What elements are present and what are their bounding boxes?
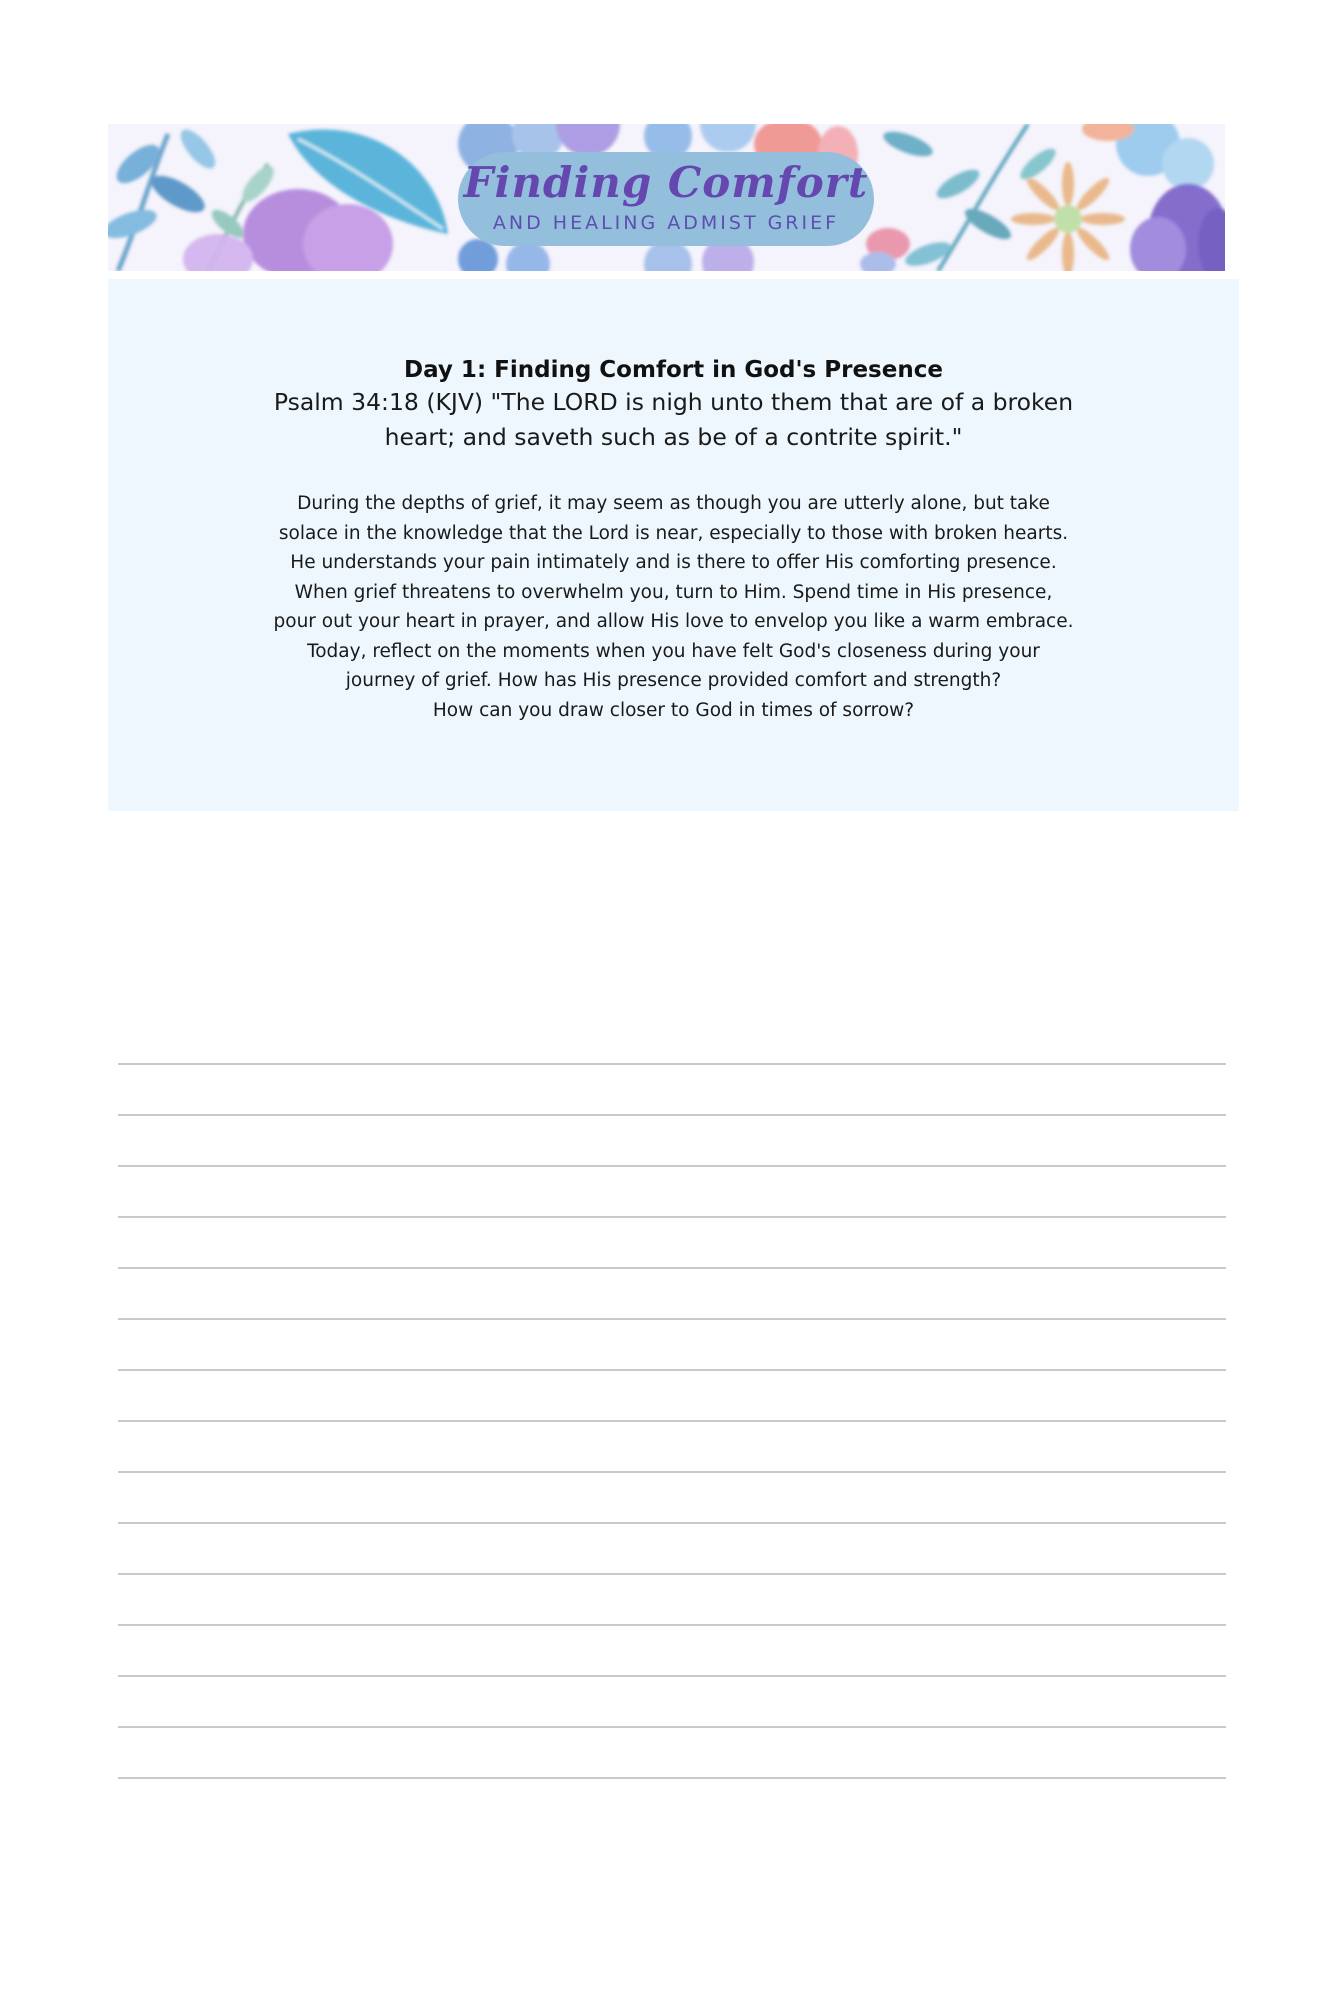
banner-title: Finding Comfort (463, 158, 869, 207)
writing-line[interactable] (118, 1165, 1226, 1216)
body-line: How can you draw closer to God in times of sorrow? (432, 699, 915, 721)
scripture-verse (228, 385, 1119, 455)
writing-line[interactable] (118, 1420, 1226, 1471)
devotional-body (188, 489, 1159, 725)
writing-line[interactable] (118, 1522, 1226, 1573)
writing-line[interactable] (118, 1369, 1226, 1420)
body-line: solace in the knowledge that the Lord is near, especially to those with broken hearts. (278, 522, 1069, 544)
body-line: pour out your heart in prayer, and allow His love to envelop you like a warm embrace. (273, 611, 1074, 632)
writing-line[interactable] (118, 1675, 1226, 1726)
writing-line[interactable] (118, 1216, 1226, 1267)
writing-line[interactable] (118, 1318, 1226, 1369)
body-line: He understands your pain intimately and is there to offer His comforting presence. (290, 552, 1057, 573)
writing-line[interactable] (118, 1777, 1226, 1828)
header-banner (108, 124, 1225, 271)
body-line: During the depths of grief, it may seem as though you are utterly alone, but take (297, 493, 1050, 514)
writing-line[interactable] (118, 1726, 1226, 1777)
banner-subtitle: AND HEALING ADMIST GRIEF (492, 212, 840, 234)
body-line: Today, reflect on the moments when you have felt God's closeness during your (307, 640, 1040, 662)
writing-line[interactable] (118, 1267, 1226, 1318)
verse-line: heart; and saveth such as be of a contrite spirit." (384, 423, 963, 451)
banner-title-pill (458, 152, 874, 246)
day-title: Day 1: Finding Comfort in God's Presence (404, 357, 943, 383)
body-line: journey of grief. How has His presence provided comfort and strength? (345, 670, 1002, 691)
journal-lines[interactable] (118, 1063, 1226, 1828)
writing-line[interactable] (118, 1114, 1226, 1165)
body-line: When grief threatens to overwhelm you, turn to Him. Spend time in His presence, (294, 581, 1053, 603)
writing-line[interactable] (118, 1063, 1226, 1114)
verse-line: Psalm 34:18 (KJV) "The LORD is nigh unto them that are of a broken (273, 388, 1074, 416)
writing-line[interactable] (118, 1471, 1226, 1522)
writing-line[interactable] (118, 1624, 1226, 1675)
devotional-box (108, 279, 1239, 811)
writing-line[interactable] (118, 1573, 1226, 1624)
